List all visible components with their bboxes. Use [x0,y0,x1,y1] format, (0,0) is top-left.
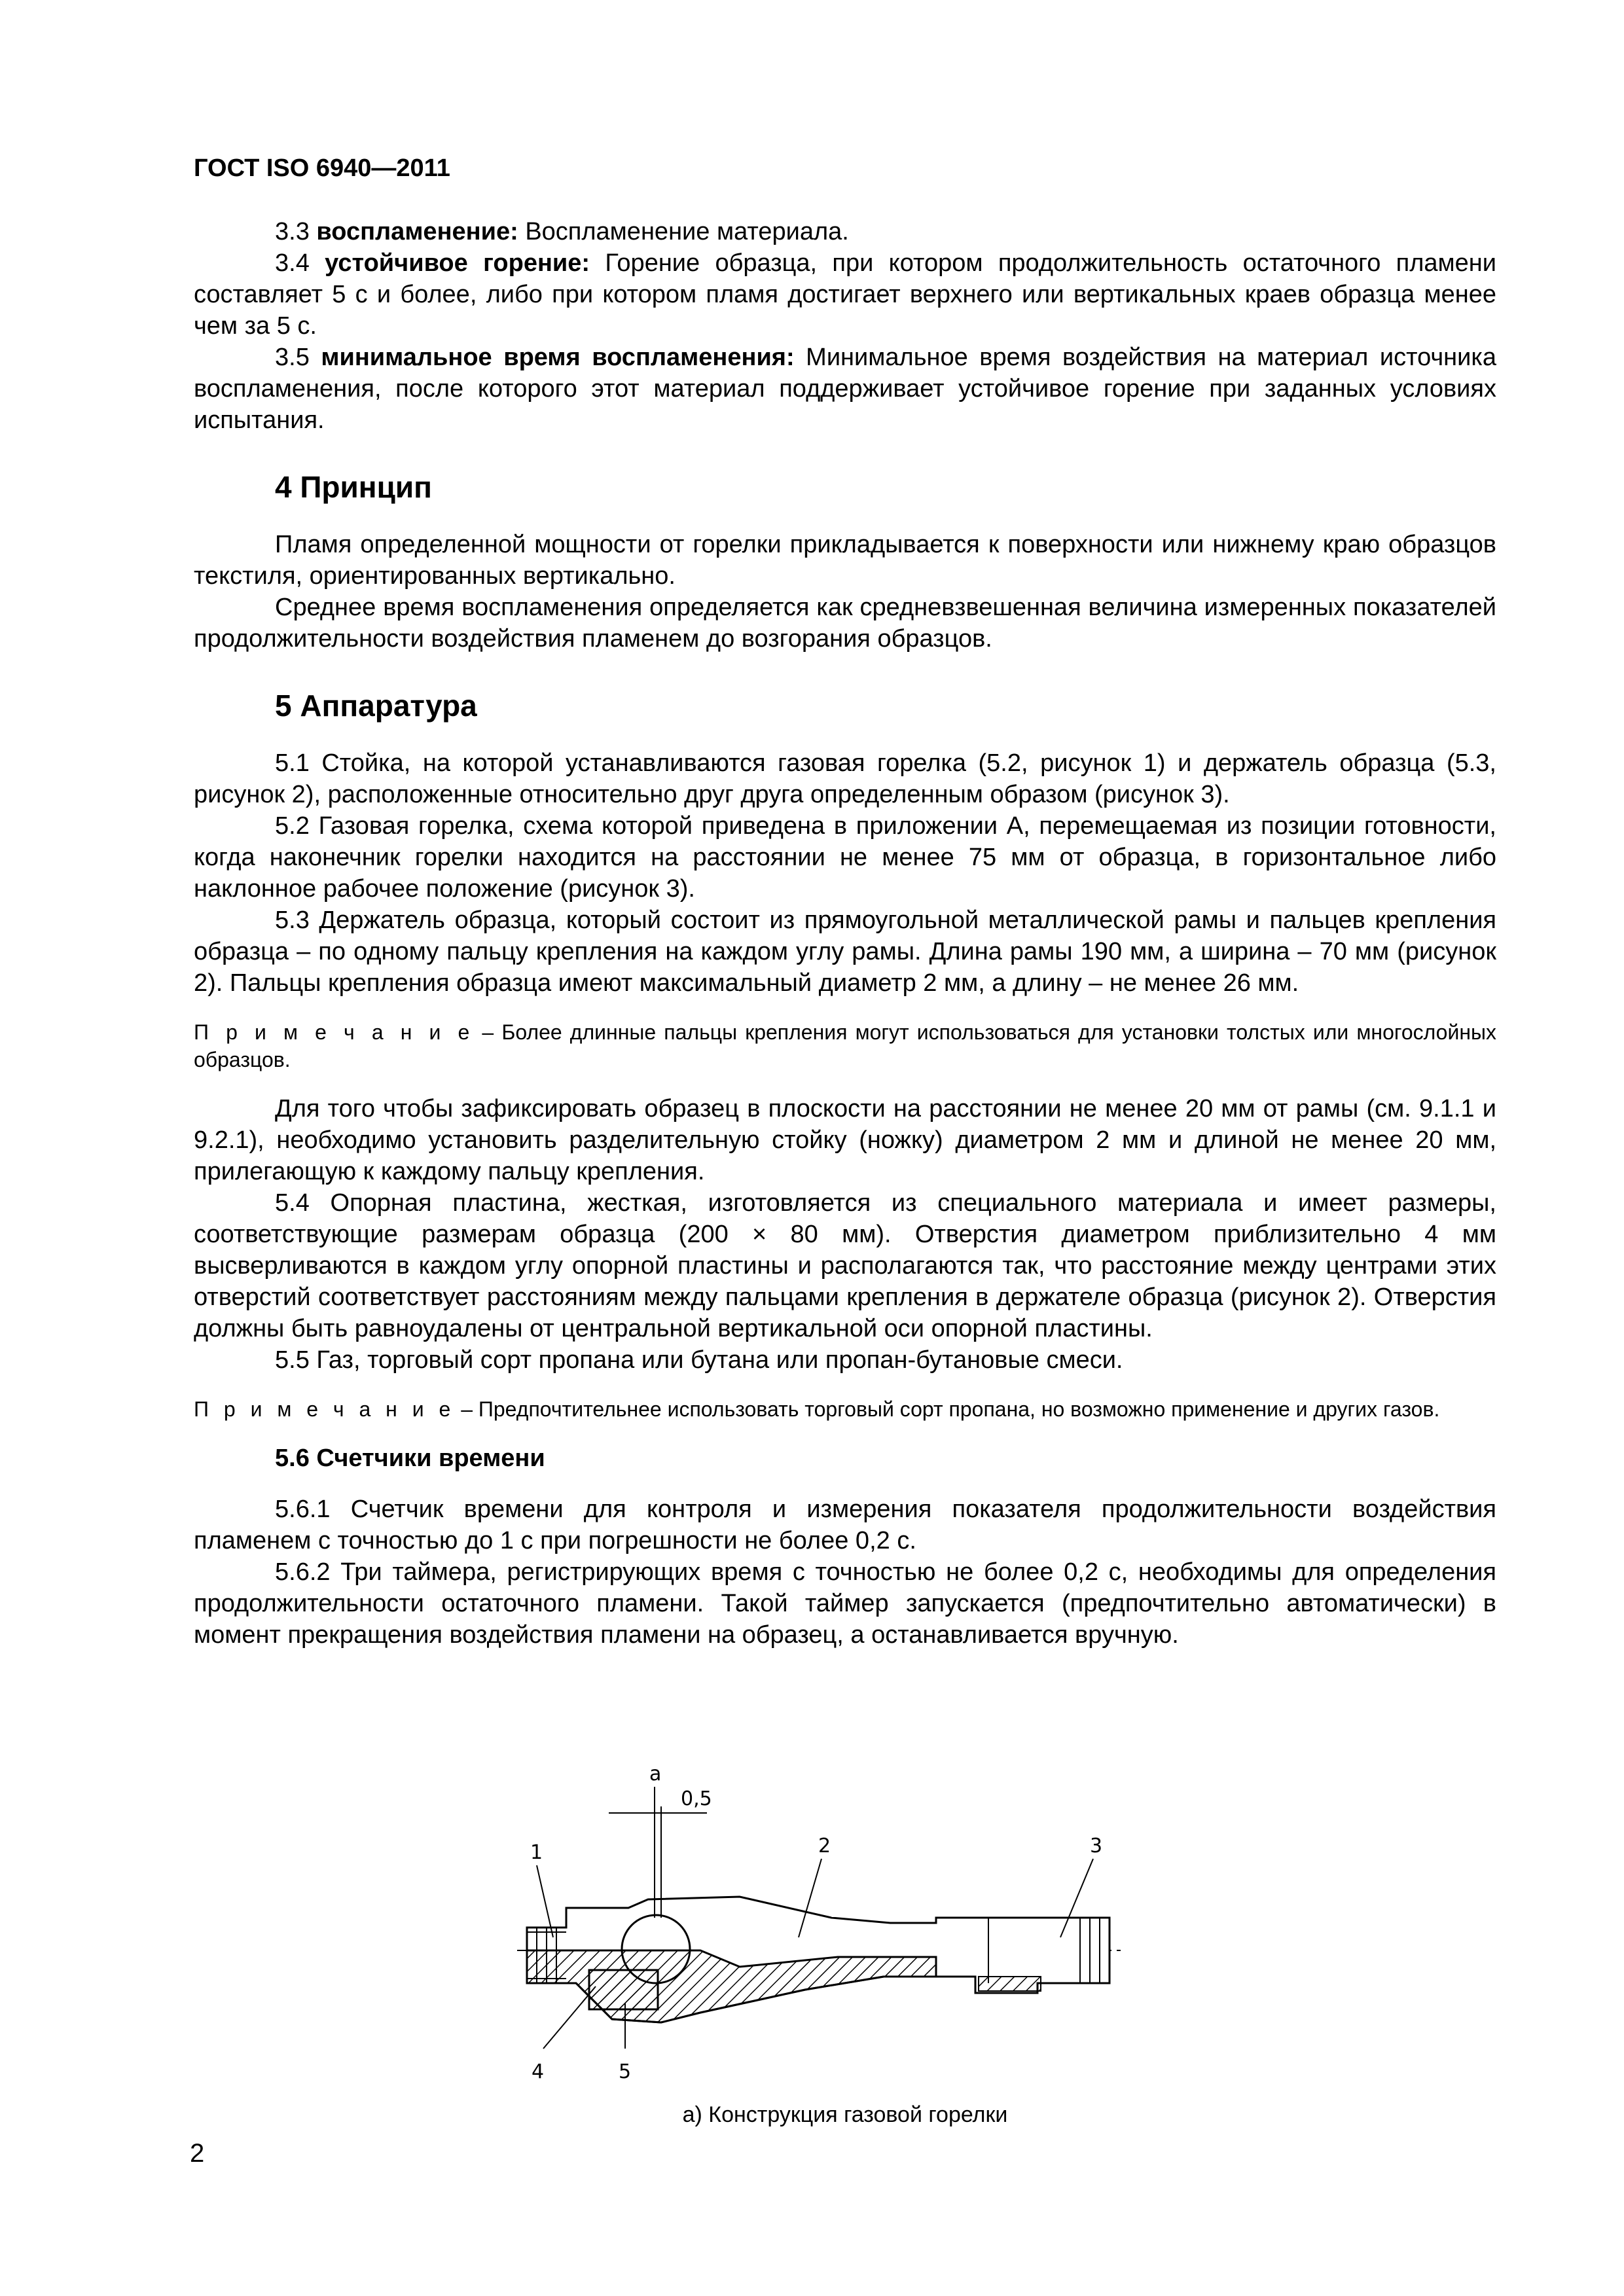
term: воспламенение: [316,218,518,245]
note-marker-a: a [649,1763,662,1785]
term: устойчивое горение: [325,249,590,277]
page-content [194,216,1496,1651]
label-1: 1 [530,1841,543,1864]
section-heading-5: 5 Аппаратура [275,689,477,723]
note-2: П р и м е ч а н и е – Предпочтительнее использовать торговый сорт пропана, но возможно применение и других газов. [194,1397,1440,1421]
term: минимальное время воспламенения: [321,344,795,371]
label-2: 2 [818,1835,831,1857]
subsection-heading-5-6: 5.6 Счетчики времени [275,1444,545,1472]
clause-5-4: 5.4 Опорная пластина, жесткая, изготовляется из специального материала и имеет размеры, соответствующие размерам образца (200 × 80 мм). Отверстия диаметром приблизительно 4 мм высверливаются в каждом углу опорной пластины и располагаются так, что расстояние между центрами этих отверстий соответствует расстояниям между пальцами крепления в держателе образца (рисунок 2). Отверстия должны быть равноудалены от центральной вертикальной оси опорной пластины. [194,1189,1496,1342]
paragraph: Для того чтобы зафиксировать образец в плоскости на расстоянии не менее 20 мм от рамы (см. 9.1.1 и 9.2.1), необходимо установить разделительную стойку (ножку) диаметром 2 мм и длиной не менее 20 мм, прилегающую к каждому пальцу крепления. [194,1095,1496,1185]
note-label: П р и м е ч а н и е [194,1020,475,1044]
paragraph: Пламя определенной мощности от горелки прикладывается к поверхности или нижнему краю образцов текстиля, ориентированных вертикально. [194,531,1496,590]
label-5: 5 [619,2060,632,2083]
figure-caption: а) Конструкция газовой горелки [682,2102,1008,2127]
document-header: ГОСТ ISO 6940—2011 [194,154,450,182]
clause-5-5: 5.5 Газ, торговый сорт пропана или бутана или пропан-бутановые смеси. [275,1346,1123,1374]
clause-5-6-1: 5.6.1 Счетчик времени для контроля и измерения показателя продолжительности воздействия пламенем с точностью до 1 с при погрешности не более 0,2 с. [194,1496,1496,1554]
label-3: 3 [1090,1835,1103,1857]
clause-5-2: 5.2 Газовая горелка, схема которой приведена в приложении А, перемещаемая из позиции готовности, когда наконечник горелки находится на расстоянии не менее 75 мм от образца, в горизонтальное либо наклонное рабочее положение (рисунок 3). [194,812,1496,903]
clause-5-1: 5.1 Стойка, на которой устанавливаются газовая горелка (5.2, рисунок 1) и держатель образца (5.3, рисунок 2), расположенные относительно друг друга определенным образом (рисунок 3). [194,749,1496,808]
burner-drawing [504,1761,1132,2101]
clause-3-4: 3.4 устойчивое горение: Горение образца, при котором продолжительность остаточного пламени составляет 5 с и более, либо при котором пламя достигает верхнего или вертикальных краев образца менее чем за 5 с. [194,249,1497,340]
clause-5-6-2: 5.6.2 Три таймера, регистрирующих время с точностью не более 0,2 с, необходимы для определения продолжительности остаточного пламени. Такой таймер запускается (предпочтительно автоматически) в момент прекращения воздействия пламени на образец, а останавливается вручную. [194,1558,1496,1649]
label-4: 4 [532,2060,545,2083]
clause-3-3: 3.3 воспламенение: Воспламенение материала. [275,218,849,245]
note-1: П р и м е ч а н и е – Более длинные пальцы крепления могут использоваться для установки толстых или многослойных образцов. [194,1020,1497,1071]
section-heading-4: 4 Принцип [275,470,432,504]
clause-5-3: 5.3 Держатель образца, который состоит из прямоугольной металлической рамы и пальцев крепления образца – по одному пальцу крепления на каждом углу рамы. Длина рамы 190 мм, а ширина – 70 мм (рисунок 2). Пальцы крепления образца имеют максимальный диаметр 2 мм, а длину – не менее 26 мм. [194,906,1496,997]
dimension-label: 0,5 [681,1787,712,1810]
nozzle-block [589,1970,658,2009]
paragraph: Среднее время воспламенения определяется как средневзвешенная величина измеренных показателей продолжительности воздействия пламенем до возгорания образцов. [194,594,1496,653]
page-number: 2 [190,2139,205,2168]
note-label: П р и м е ч а н и е [194,1397,456,1421]
clause-3-5: 3.5 минимальное время воспламенения: Минимальное время воздействия на материал источника воспламенения, после которого этот материал поддерживает устойчивое горение при заданных условиях испытания. [194,344,1496,434]
